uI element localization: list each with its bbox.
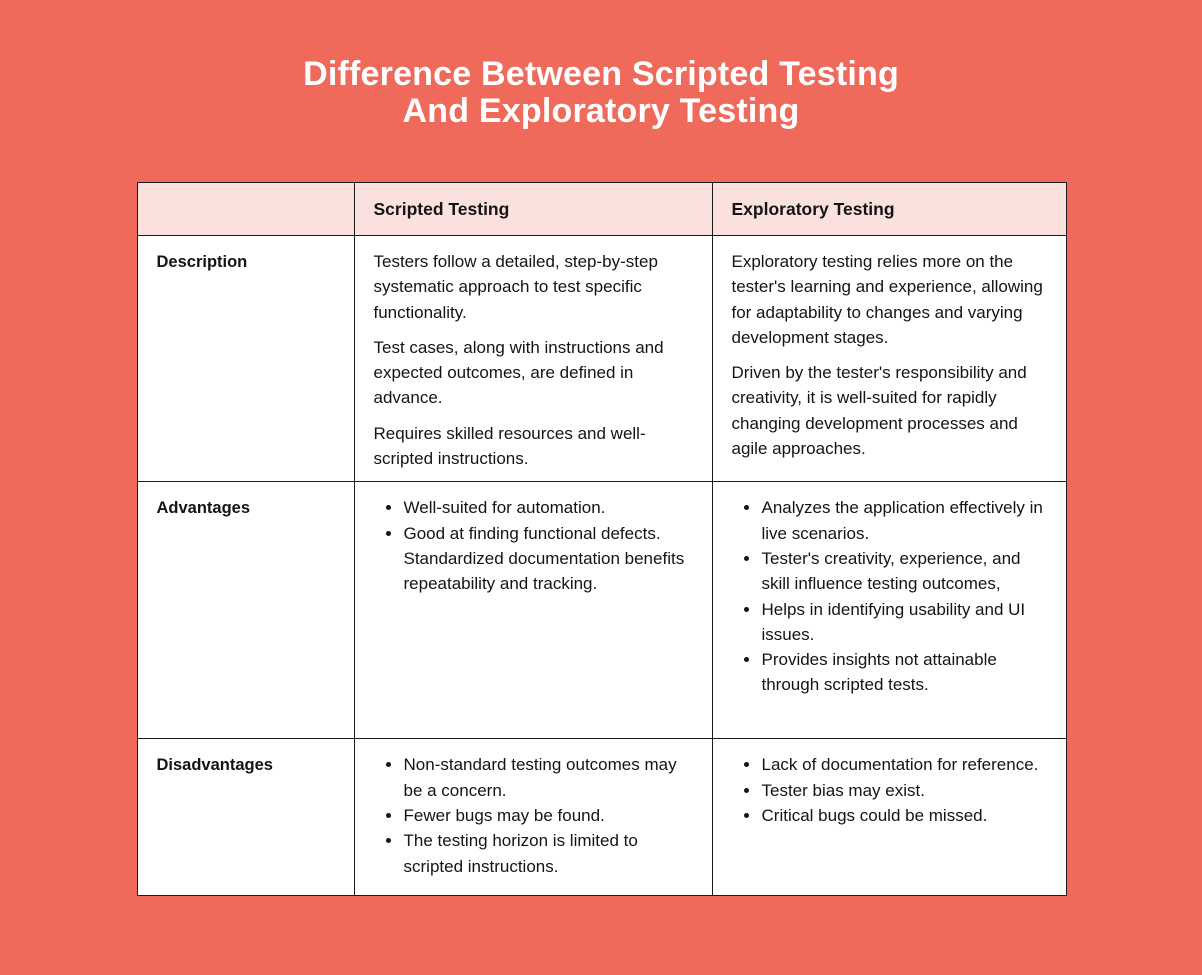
row-label: Advantages <box>137 482 354 739</box>
bullet-item: • The testing horizon is limited to scripted instructions. <box>403 828 696 879</box>
comparison-table-wrapper <box>137 182 1066 896</box>
bullet-item: • Provides insights not attainable through scripted tests. <box>761 647 1050 698</box>
bullet-item: • Good at finding functional defects. Standardized documentation benefits repeatability and tracking. <box>403 521 696 597</box>
cell-paragraph: Testers follow a detailed, step-by-step systematic approach to test specific functionality. <box>373 252 658 322</box>
header-cell-exploratory: Exploratory Testing <box>712 183 1066 236</box>
cell-scripted <box>354 236 712 482</box>
row-label: Description <box>137 236 354 482</box>
bullet-item: • Helps in identifying usability and UI issues. <box>761 597 1050 648</box>
table-row <box>137 482 1066 739</box>
table-header <box>137 183 1066 236</box>
table-row <box>137 236 1066 482</box>
cell-exploratory <box>712 739 1066 896</box>
page-title-line2: And Exploratory Testing <box>402 92 800 130</box>
cell-scripted <box>354 482 712 739</box>
row-label: Disadvantages <box>137 739 354 896</box>
cell-exploratory <box>712 236 1066 482</box>
bullet-item: • Tester bias may exist. <box>761 778 1050 803</box>
cell-exploratory <box>712 482 1066 739</box>
page-title <box>0 0 1202 130</box>
header-cell-scripted: Scripted Testing <box>354 183 712 236</box>
bullet-list <box>374 752 696 878</box>
cell-scripted <box>354 739 712 896</box>
bullet-item: • Fewer bugs may be found. <box>403 803 696 828</box>
bullet-item: • Tester's creativity, experience, and skill influence testing outcomes, <box>761 546 1050 597</box>
comparison-table <box>137 182 1067 896</box>
bullet-list <box>732 495 1050 697</box>
table-row <box>137 739 1066 896</box>
table-body <box>137 236 1066 896</box>
bullet-item: • Analyzes the application effectively in live scenarios. <box>761 495 1050 546</box>
bullet-item: • Well-suited for automation. <box>403 495 696 520</box>
bullet-list <box>732 752 1050 828</box>
header-cell-empty <box>137 183 354 236</box>
cell-paragraph: Test cases, along with instructions and expected outcomes, are defined in advance. <box>373 337 664 408</box>
bullet-item: • Non-standard testing outcomes may be a concern. <box>403 752 696 803</box>
cell-paragraph: Driven by the tester's responsibility and creativity, it is well-suited for rapidly changing development processes and agile approaches. <box>731 363 1027 459</box>
bullet-list <box>374 495 696 596</box>
bullet-item: • Critical bugs could be missed. <box>761 803 1050 828</box>
header-row <box>137 183 1066 236</box>
cell-paragraph: Exploratory testing relies more on the tester's learning and experience, allowing for adaptability to changes and varying development stages. <box>731 252 1043 347</box>
bullet-item: • Lack of documentation for reference. <box>761 752 1050 777</box>
cell-paragraph: Requires skilled resources and well-scripted instructions. <box>373 423 646 469</box>
page-title-line1: Difference Between Scripted Testing <box>303 55 899 93</box>
